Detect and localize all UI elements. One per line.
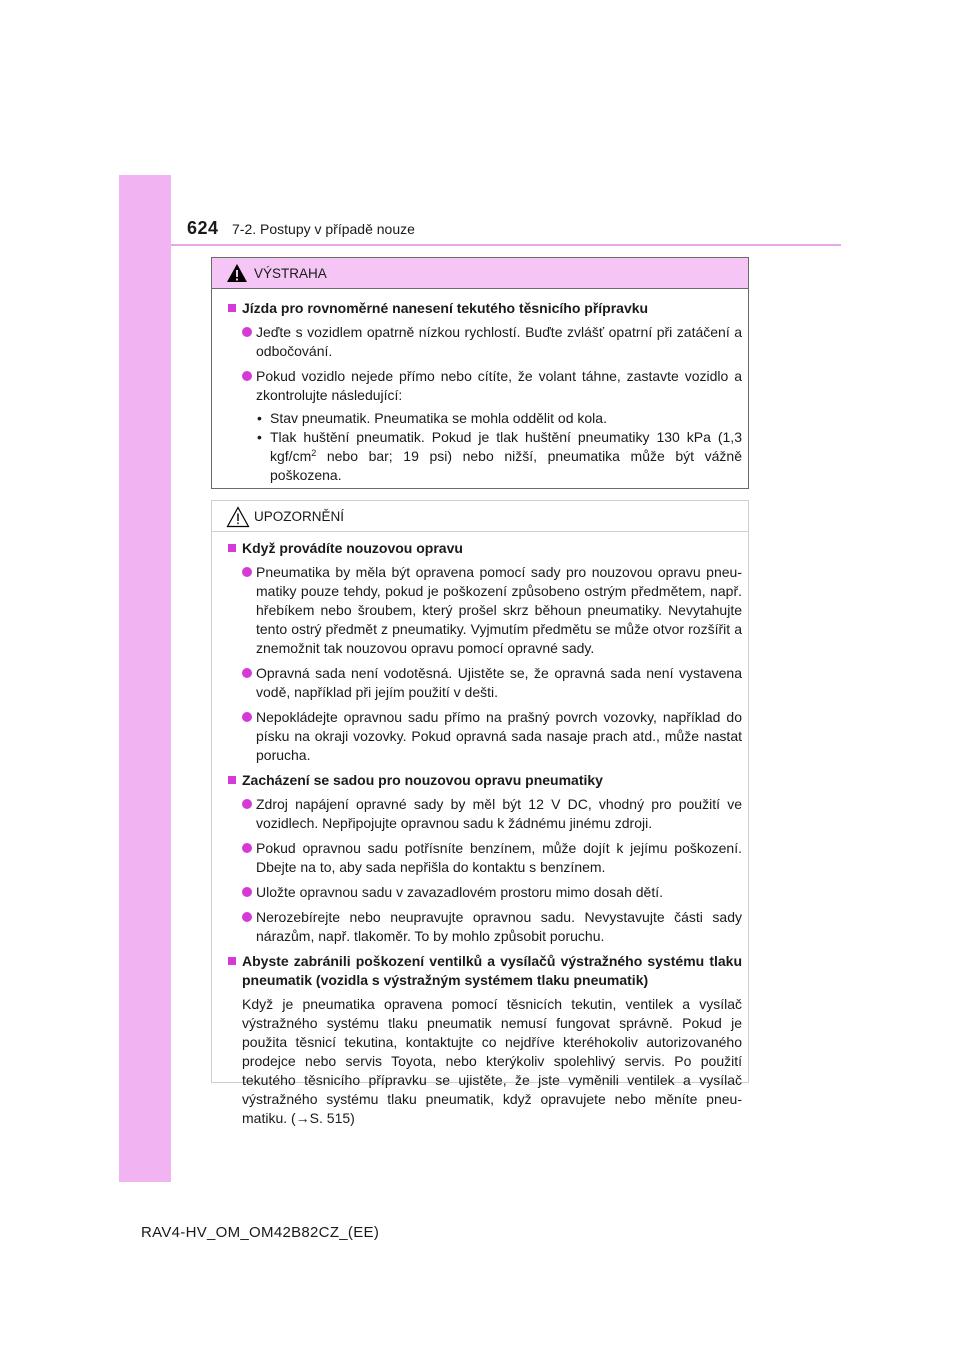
side-tab-band [119,175,171,1182]
circle-bullet-icon [242,887,252,897]
warning-item [242,323,742,361]
caution-item [242,908,742,946]
circle-bullet-icon [242,912,252,922]
caution-heading-text: Když provádíte nouzovou opravu [242,540,463,556]
caution-item [242,664,742,702]
warning-body [212,289,748,485]
page-number: 624 [187,218,219,238]
circle-bullet-icon [242,567,252,577]
warning-item [242,367,742,405]
caution-item-text: Pokud opravnou sadu potřísníte benzínem, může dojít k jejímu poškození. Dbejte na to, aby sada nepřišla do kontaktu s benzínem. [256,840,742,875]
caution-box-header [212,501,748,532]
circle-bullet-icon [242,327,252,337]
square-bullet-icon [228,304,236,312]
warning-subitem-text: Stav pneumatik. Pneumatika se mohla oddělit od kola. [270,410,607,426]
caution-box [211,500,749,1126]
caution-heading-text: Abyste zabránili poškození ventilků a vysílačů výstražného systému tlaku pneumatik (vozidla s výstražným systémem tlaku pneumatik) [242,953,742,988]
warning-box [211,257,749,489]
caution-item-text: Nepokládejte opravnou sadu přímo na prašný povrch vozovky, například do písku na okraji vozovky. Pokud opravná sada nasaje prach atd., může nastat porucha. [256,709,742,763]
superscript: 2 [311,448,317,458]
section-title: 7-2. Postupy v případě nouze [232,221,415,237]
circle-bullet-icon [242,799,252,809]
caution-heading [228,771,742,790]
caution-item-text: Nerozebírejte nebo neupravujte opravnou sadu. Nevystavujte části sady nárazům, např. tlakoměr. To by mohlo způsobit poruchu. [256,909,742,944]
warning-box-header [212,258,748,289]
caution-item-text: Opravná sada není vodotěsná. Ujistěte se, že opravná sada není vystavena vodě, například při jejím použití v dešti. [256,665,742,700]
caution-item [242,563,742,658]
square-bullet-icon [228,776,236,784]
square-bullet-icon [228,544,236,552]
circle-bullet-icon [242,843,252,853]
square-bullet-icon [228,957,236,965]
caution-paragraph: Když je pneumatika opravena pomocí těsnicích tekutin, ventilek a vysílač výstražného systému tlaku pneumatik nemusí fungovat správně. Pokud je použita těsnicí tekutina, kontaktujte co nejdříve kteréhokoliv autorizovaného prodejce nebo servis Toyota, nebo kterýkoliv spolehlivý servis. Po použití tekutého těsnicího přípravku se ujistěte, že jste vyměnili ventilek a vysílač výstražného systému tlaku pneumatik, když opravujete nebo měníte pneumatiku. (→S. 515) [242,996,742,1126]
warning-heading-text: Jízda pro rovnoměrné nanesení tekutého těsnicího přípravku [242,300,649,316]
warning-item-text: Jeďte s vozidlem opatrně nízkou rychlostí. Buďte zvlášť opatrní při zatáčení a odbočování. [256,324,742,359]
warning-subitem-text-cont: nebo bar; 19 psi) nebo nižší, pneumatika může být vážně poškozena. [270,448,742,483]
dot-bullet: • [257,410,262,426]
circle-bullet-icon [242,712,252,722]
caution-heading-text: Zacházení se sadou pro nouzovou opravu pneumatiky [242,772,603,788]
caution-item-text: Pneumatika by měla být opravena pomocí sady pro nouzovou opravu pneumatiky pouze tehdy, pokud je poškození způsobeno ostrým předmětem, např. hřebíkem nebo šroubem, který prošel skrz běhoun pneumatiky. Nevytahujte tento ostrý předmět z pneumatiky. Vyjmutím předmětu se může otvor rozšířit a znemožnit tak nouzovou opravu pomocí opravné sady. [256,564,742,656]
header-divider [171,244,841,246]
caution-item [242,839,742,877]
warning-title: VÝSTRAHA [254,266,327,281]
document-code: RAV4-HV_OM_OM42B82CZ_(EE) [141,1224,380,1241]
caution-heading [228,539,742,558]
caution-triangle-icon [226,506,250,528]
caution-heading [228,952,742,990]
caution-item-text: Zdroj napájení opravné sady by měl být 12 V DC, vhodný pro použití ve vozidlech. Nepřipojujte opravnou sadu k žádnému jinému zdroji. [256,796,742,831]
warning-heading [228,299,742,318]
warning-subitem [256,409,742,428]
caution-body [212,532,748,1128]
circle-bullet-icon [242,668,252,678]
dot-bullet: • [257,429,262,445]
caution-item [242,708,742,765]
caution-item-text: Uložte opravnou sadu v zavazadlovém prostoru mimo dosah dětí. [256,884,663,900]
caution-title: UPOZORNĚNÍ [254,509,345,524]
warning-subitem-text: Tlak huštění pneumatik. Pokud je tlak huštění pneumatiky 130 kPa (1,3 kgf/cm [270,429,742,464]
warning-subitem [256,428,742,485]
circle-bullet-icon [242,371,252,381]
caution-item [242,883,742,902]
caution-item [242,795,742,833]
warning-item-text: Pokud vozidlo nejede přímo nebo cítíte, že volant táhne, zastavte vozidlo a zkontrolujte následující: [256,368,742,403]
warning-triangle-icon [226,263,248,283]
